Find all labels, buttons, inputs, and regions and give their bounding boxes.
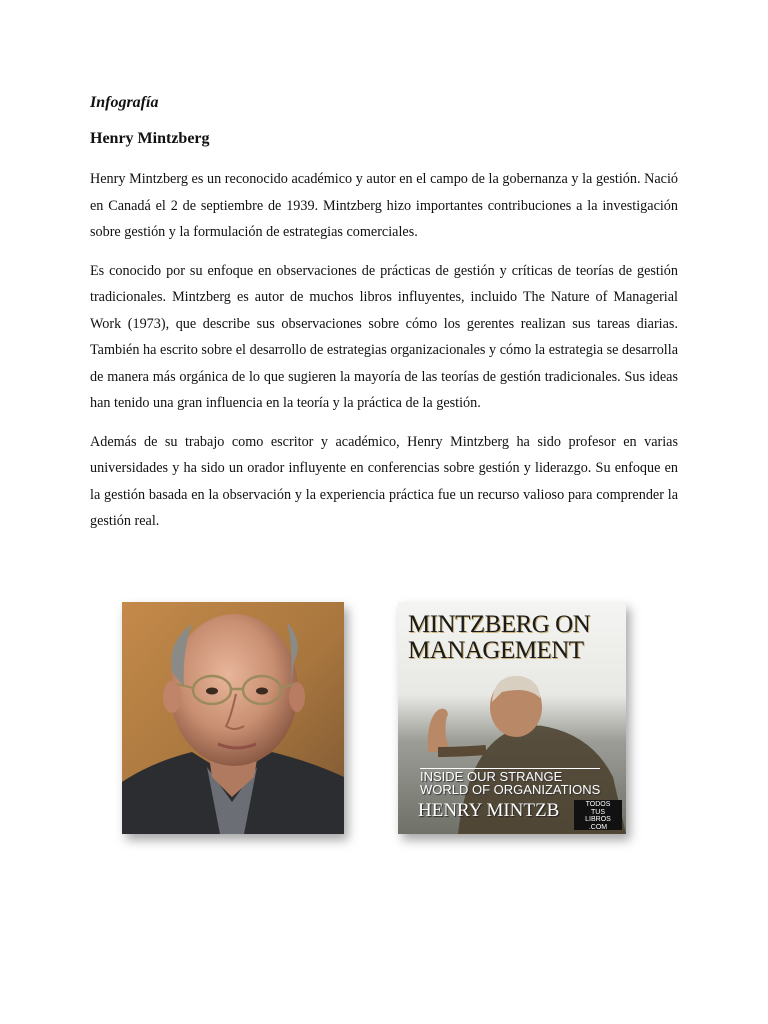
document-body (90, 92, 678, 547)
book-cover-author: HENRY MINTZB (418, 800, 560, 821)
paragraph-3: Además de su trabajo como escritor y académico, Henry Mintzberg ha sido profesor en varias universidades y ha sido un orador influyente en conferencias sobre gestión y liderazgo. Su enfoque en la gestión basada en la observación y la experiencia práctica fue un recurso valioso para comprender la gestión real. (90, 433, 678, 529)
book-cover-subtitle (420, 770, 620, 796)
document-heading: Henry Mintzberg (90, 130, 210, 147)
watermark-line-4: .COM (588, 823, 608, 831)
book-cover-subtitle-line-2: WORLD OF ORGANIZATIONS (420, 782, 601, 797)
watermark-line-3: LIBROS (585, 816, 611, 823)
paragraph-1: Henry Mintzberg es un reconocido académico y autor en el campo de la gobernanza y la gestión. Nació en Canadá el 2 de septiembre de 1939. Mintzberg hizo importantes contribuciones a la investigación sobre gestión y la formulación de estrategias comerciales. (90, 171, 678, 240)
book-cover-title-line-2: MANAGEMENT (408, 637, 584, 664)
portrait-photo (122, 602, 344, 834)
document-label: Infografía (90, 94, 159, 111)
watermark-line-1: TODOS (585, 801, 611, 808)
paragraph-2: Es conocido por su enfoque en observaciones de prácticas de gestión y críticas de teorías de gestión tradicionales. Mintzberg es autor de muchos libros influyentes, incluido The Nature of Managerial Work (1973), que describe sus observaciones sobre cómo los gerentes realizan sus tareas diarias. También ha escrito sobre el desarrollo de estrategias organizacionales y cómo la estrategia se desarrolla de manera más orgánica de lo que sugieren la mayoría de las teorías de gestión tradicionales. Sus ideas han tenido una gran influencia en la teoría y la práctica de la gestión. (90, 262, 678, 411)
watermark-logo (574, 800, 622, 830)
image-row (0, 602, 768, 842)
book-cover-title-line-1: MINTZBERG ON (408, 611, 591, 638)
watermark-line-2: TUS (591, 808, 605, 816)
book-cover (398, 602, 626, 834)
book-cover-subtitle-line-1: INSIDE OUR STRANGE (420, 769, 563, 784)
